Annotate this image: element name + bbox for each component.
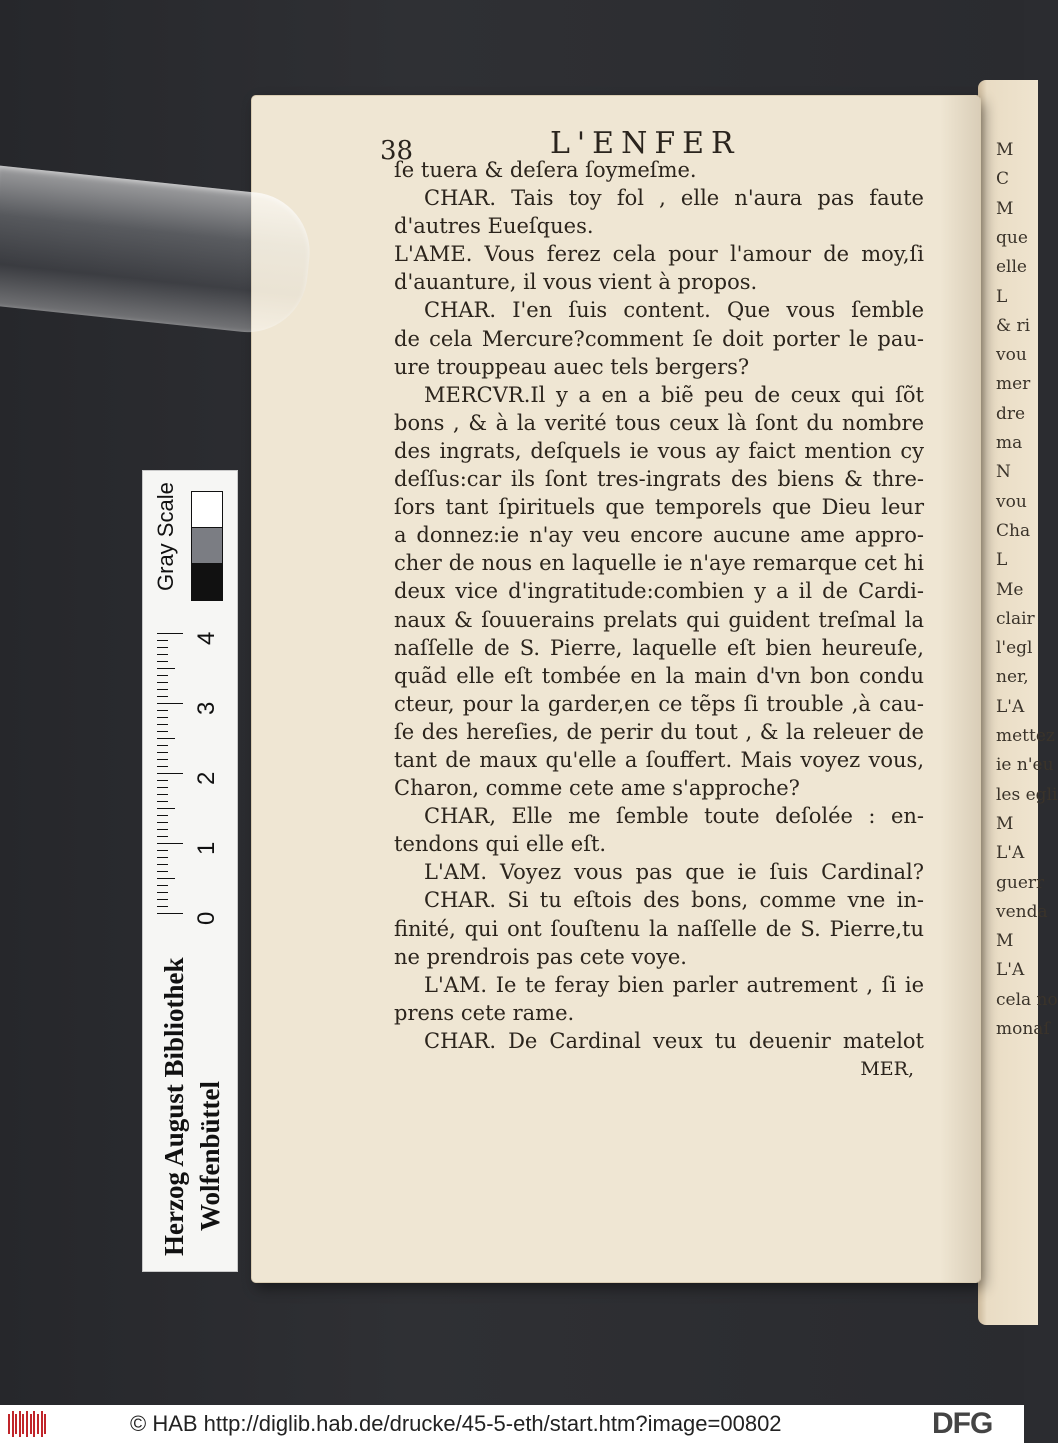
ruler-tick (157, 717, 168, 718)
ruler-tick (157, 752, 168, 753)
dfg-logo: DFG (932, 1407, 993, 1440)
page-text (394, 156, 924, 1083)
ruler-tick (157, 633, 183, 634)
facing-page-fragment: M (996, 198, 1014, 219)
institution-city: Wolfenbüttel (195, 1080, 225, 1231)
ruler-number: 3 (193, 701, 220, 715)
facing-page-fragment: venda (996, 901, 1048, 922)
ruler-tick (157, 892, 168, 893)
text-line: cher de nous en laquelle ie n'aye remarque cet hi (394, 551, 924, 576)
ruler-tick (157, 878, 175, 879)
hab-barcode-logo-icon (8, 1411, 48, 1437)
facing-page-fragment: ie n'eu (996, 755, 1054, 776)
ruler-tick (157, 857, 168, 858)
footer-bar (0, 1405, 1024, 1443)
text-line: L'AM. Ie te feray bien parler autrement , ſi ie (424, 972, 924, 997)
facing-page-fragment: L'A (996, 843, 1025, 864)
ruler-tick (157, 822, 168, 823)
ruler-tick (157, 808, 175, 809)
ruler-tick (157, 794, 168, 795)
gray-scale-label: Gray Scale (153, 482, 178, 591)
facing-page-fragment: vou (996, 491, 1027, 512)
text-line: CHAR. I'en ſuis content. Que vous ſemble (424, 298, 924, 323)
ruler-tick (157, 682, 168, 683)
book-page (252, 96, 980, 1282)
ruler-tick (157, 710, 168, 711)
text-line: naux & ſouuerains prelats qui guident treſmal la (394, 607, 924, 632)
ruler-number: 2 (193, 771, 220, 785)
facing-page-fragment: ner, (996, 667, 1029, 688)
facing-page-fragment: mer (996, 374, 1031, 395)
ruler-tick (157, 654, 168, 655)
ruler-tick (157, 689, 168, 690)
text-line: L'AM. Voyez vous pas que ie ſuis Cardinal? (424, 860, 924, 885)
ruler-tick (157, 850, 168, 851)
ruler-tick (157, 773, 183, 774)
facing-page-fragment: & ri (996, 315, 1031, 336)
facing-page-fragment: guerr (996, 872, 1045, 893)
running-head-title: L'ENFER (550, 126, 741, 161)
institution-name: Herzog August Bibliothek (159, 957, 189, 1256)
text-line: MERCVR.Il y a en a biẽ peu de ceux qui ſõt (424, 382, 924, 407)
text-line: d'autres Eueſques. (394, 214, 594, 239)
text-line: quãd elle eſt tombée en la main d'vn bon condu (394, 663, 924, 688)
facing-page-fragment: les egli (996, 784, 1058, 805)
ruler-number: 1 (193, 841, 220, 855)
ruler-tick (157, 899, 168, 900)
ruler-tick (157, 829, 168, 830)
text-line: tant de maux qu'elle a ſouffert. Mais voyez vous, (394, 747, 924, 772)
gray-swatch (191, 527, 223, 565)
catchword: MER, (860, 1058, 914, 1080)
footer-credit-link[interactable]: © HAB http://diglib.hab.de/drucke/45-5-eth/start.htm?image=00802 (130, 1411, 782, 1436)
ruler-tick (157, 703, 183, 704)
facing-page-fragment: L'A (996, 960, 1025, 981)
text-line: naſſelle de S. Pierre, laquelle eſt bien heureuſe, (394, 635, 924, 660)
facing-page-fragment: mettez (996, 726, 1055, 746)
ruler-tick (157, 815, 168, 816)
text-line: deux vice d'ingratitude:combien y a il de Cardi- (394, 579, 924, 604)
text-line: bons , & à la verité tous ceux là ſont du nombre (394, 410, 924, 435)
facing-page-fragment: clair (996, 608, 1035, 629)
text-line: d'auanture, il vous vient à propos. (394, 270, 758, 295)
text-line: ure trouppeau auec tels bergers? (394, 354, 750, 379)
facing-page-fragment: vou (996, 345, 1027, 366)
text-line: des ingrats, deſquels ie vous ay faict mention cy (394, 438, 924, 463)
facing-page-fragment: Me (996, 579, 1024, 600)
text-line: Charon, comme cete ame s'approche? (394, 776, 800, 801)
facing-page-fragment: M (996, 931, 1014, 952)
facing-page-fragment: cela no (996, 989, 1058, 1010)
ruler (157, 613, 220, 925)
ruler-tick (157, 843, 183, 844)
gray-scale-card (142, 470, 238, 1272)
facing-page-fragment: dre (996, 403, 1026, 424)
ruler-tick (157, 745, 168, 746)
text-line: CHAR. Tais toy fol , elle n'aura pas faute (424, 186, 924, 211)
ruler-tick (157, 647, 168, 648)
facing-page-fragment: Cha (996, 520, 1031, 541)
text-line: ne prendrois pas cete voye. (394, 944, 687, 969)
text-line: tendons qui elle eſt. (394, 832, 607, 857)
text-line: deſſus:car ils ſont tres-ingrats des biens & thre- (394, 467, 924, 492)
text-line: CHAR. Si tu eſtois des bons, comme vne in- (424, 888, 924, 913)
ruler-tick (157, 724, 168, 725)
facing-page-fragment: M (996, 140, 1014, 160)
ruler-number: 4 (193, 631, 220, 645)
facing-page-fragment: L (996, 286, 1008, 307)
facing-page-fragment: N (996, 462, 1011, 483)
ruler-number: 0 (193, 911, 220, 925)
text-line: CHAR. De Cardinal veux tu deuenir matelot (424, 1028, 924, 1053)
ruler-tick (157, 871, 168, 872)
text-line: de cela Mercure?comment ſe doit porter le pau- (394, 326, 924, 351)
facing-page-fragment: L (996, 550, 1008, 571)
facing-page-fragment: que (996, 227, 1028, 248)
facing-page-fragment: C (996, 169, 1010, 190)
text-line: L'AME. Vous ferez cela pour l'amour de moy,ſi (394, 242, 924, 267)
ruler-tick (157, 906, 168, 907)
ruler-tick (157, 675, 168, 676)
facing-page-fragment: ma (996, 433, 1023, 453)
ruler-tick (157, 696, 168, 697)
ruler-tick (157, 780, 168, 781)
facing-page-fragment: L'A (996, 696, 1025, 717)
facing-page-fragment: elle (996, 257, 1027, 278)
text-line: CHAR, Elle me ſemble toute deſolée : en- (424, 804, 924, 829)
facing-page-fragment: l'egl (996, 638, 1033, 659)
ruler-tick (157, 640, 168, 641)
text-line: ſe des hereſies, de perir du tout , & la releuer de (394, 719, 924, 744)
text-line: a donnez:ie n'ay veu encore aucune ame appro- (394, 523, 924, 548)
ruler-tick (157, 738, 175, 739)
text-line: ſe tuera & deſera ſoymeſme. (394, 158, 697, 182)
ruler-tick (157, 731, 168, 732)
ruler-tick (157, 836, 168, 837)
ruler-tick (157, 885, 168, 886)
ruler-tick (157, 913, 183, 914)
ruler-tick (157, 864, 168, 865)
ruler-tick (157, 759, 168, 760)
black-swatch (191, 563, 223, 601)
white-swatch (191, 491, 223, 529)
ruler-tick (157, 801, 168, 802)
text-line: cteur, pour la garder,en ce tẽps ſi trouble ,à cau- (394, 691, 924, 716)
page-number: 38 (380, 136, 414, 166)
text-line: prens cete rame. (394, 1000, 575, 1025)
facing-page-fragment: M (996, 813, 1014, 834)
ruler-tick (157, 766, 168, 767)
facing-page-fragment: monaſ (996, 1019, 1050, 1039)
text-line: finité, qui ont ſouſtenu la naſſelle de S. Pierre,tu (394, 916, 924, 941)
ruler-tick (157, 787, 168, 788)
facing-page-edge (978, 80, 1058, 1325)
ruler-tick (157, 668, 175, 669)
ruler-tick (157, 661, 168, 662)
text-line: ſors tant ſpirituels que temporels que Dieu leur (394, 495, 924, 520)
